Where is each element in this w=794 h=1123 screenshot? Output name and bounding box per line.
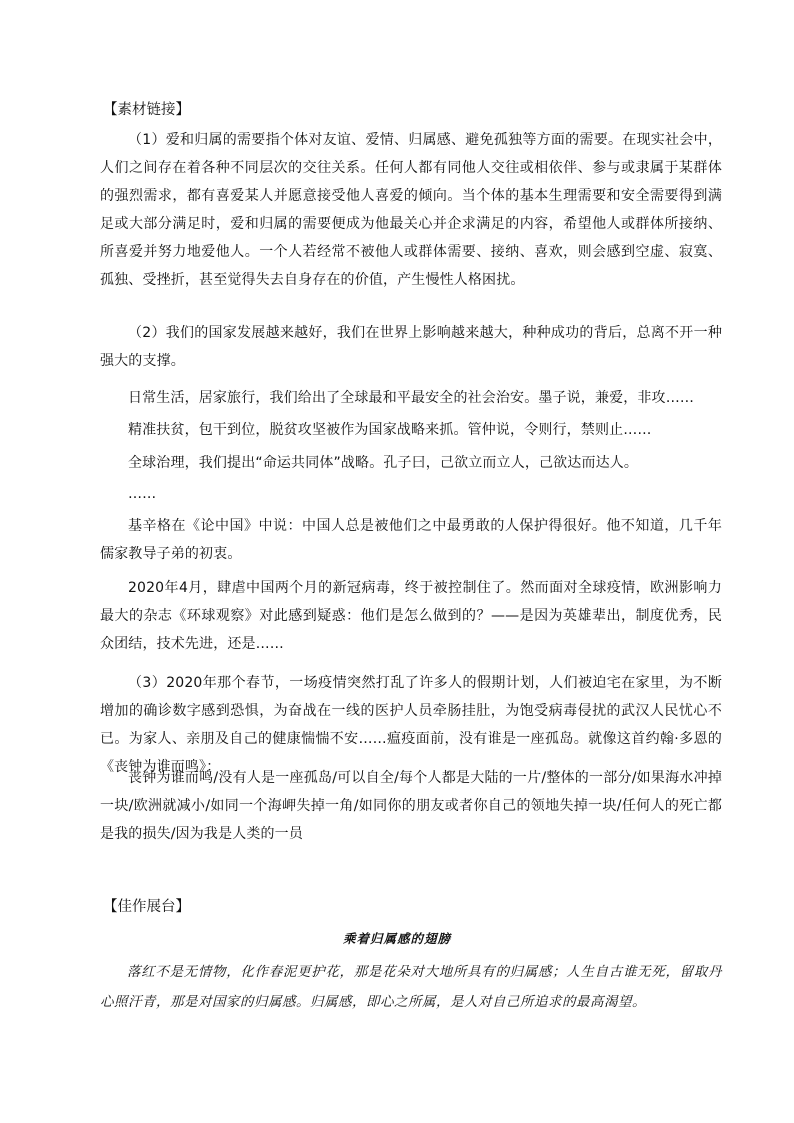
essay-title: 乘着归属感的翅膀 [342,931,451,946]
material-paragraph-9: （3）2020年那个春节，一场疫情突然打乱了许多人的假期计划，人们被迫宅在家里，为不断增加的确诊数字感到恐惧，为奋战在一线的医护人员牵肠挂肚，为饱受病毒侵扰的武汉人民忧心不已。为家人、亲朋及自己的健康惴惴不安……瘟疫面前，没有谁是一座孤岛。就像这首约翰·多恩的《丧钟为谁而鸣》： [100,675,722,775]
essay-paragraph-1: 落红不是无情物，化作春泥更护花，那是花朵对大地所具有的归属感；人生自古谁无死，留取丹心照汗青，那是对国家的归属感。归属感，即心之所属，是人对自己所追求的最高渴望。 [100,964,722,1010]
material-paragraph-1: （1）爱和归属的需要指个体对友谊、爱情、归属感、避免孤独等方面的需要。在现实社会中，人们之间存在着各种不同层次的交往关系。任何人都有同他人交往或相依伴、参与或隶属于某群体的强烈需求，都有喜爱某人并愿意接受他人喜爱的倾向。当个体的基本生理需要和安全需要得到满足或大部分满足时，爱和归属的需要便成为他最关心并企求满足的内容，希望他人或群体所接纳、所喜爱并努力地爱他人。一个人若经常不被他人或群体需要、接纳、喜欢，则会感到空虚、寂寞、孤独、受挫折，甚至觉得失去自身存在的价值，产生慢性人格困扰。 [100,132,722,288]
material-paragraph-3: 日常生活，居家旅行，我们给出了全球最和平最安全的社会治安。墨子说，兼爱，非攻…… [128,390,694,406]
material-paragraph-5: 全球治理，我们提出“命运共同体”战略。孔子曰，己欲立而立人，己欲达而达人。 [128,455,639,471]
showcase-heading: 【佳作展台】 [103,899,190,915]
material-paragraph-8: 2020年4月，肆虐中国两个月的新冠病毒，终于被控制住了。然而面对全球疫情，欧洲影响力最大的杂志《环球观察》对此感到疑惑：他们是怎么做到的？——是因为英雄辈出，制度优秀，民众团结，技术先进，还是…… [100,580,722,652]
poem-excerpt: 丧钟为谁而鸣/没有人是一座孤岛/可以自全/每个人都是大陆的一片/整体的一部分/如果海水冲掉一块/欧洲就减小/如同一个海岬失掉一角/如同你的朋友或者你自己的领地失掉一块/任何人的死亡都是我的损失/因为我是人类的一员 [100,770,722,842]
material-paragraph-2: （2）我们的国家发展越来越好，我们在世界上影响越来越大，种种成功的背后，总离不开一种强大的支撑。 [100,325,722,369]
material-paragraph-6: …… [128,486,157,502]
material-paragraph-7: 基辛格在《论中国》中说：中国人总是被他们之中最勇敢的人保护得很好。他不知道，几千年儒家教导子弟的初衷。 [100,518,722,562]
material-paragraph-4: 精准扶贫，包干到位，脱贫攻坚被作为国家战略来抓。管仲说，令则行，禁则止…… [128,422,652,438]
material-heading: 【素材链接】 [103,102,190,118]
